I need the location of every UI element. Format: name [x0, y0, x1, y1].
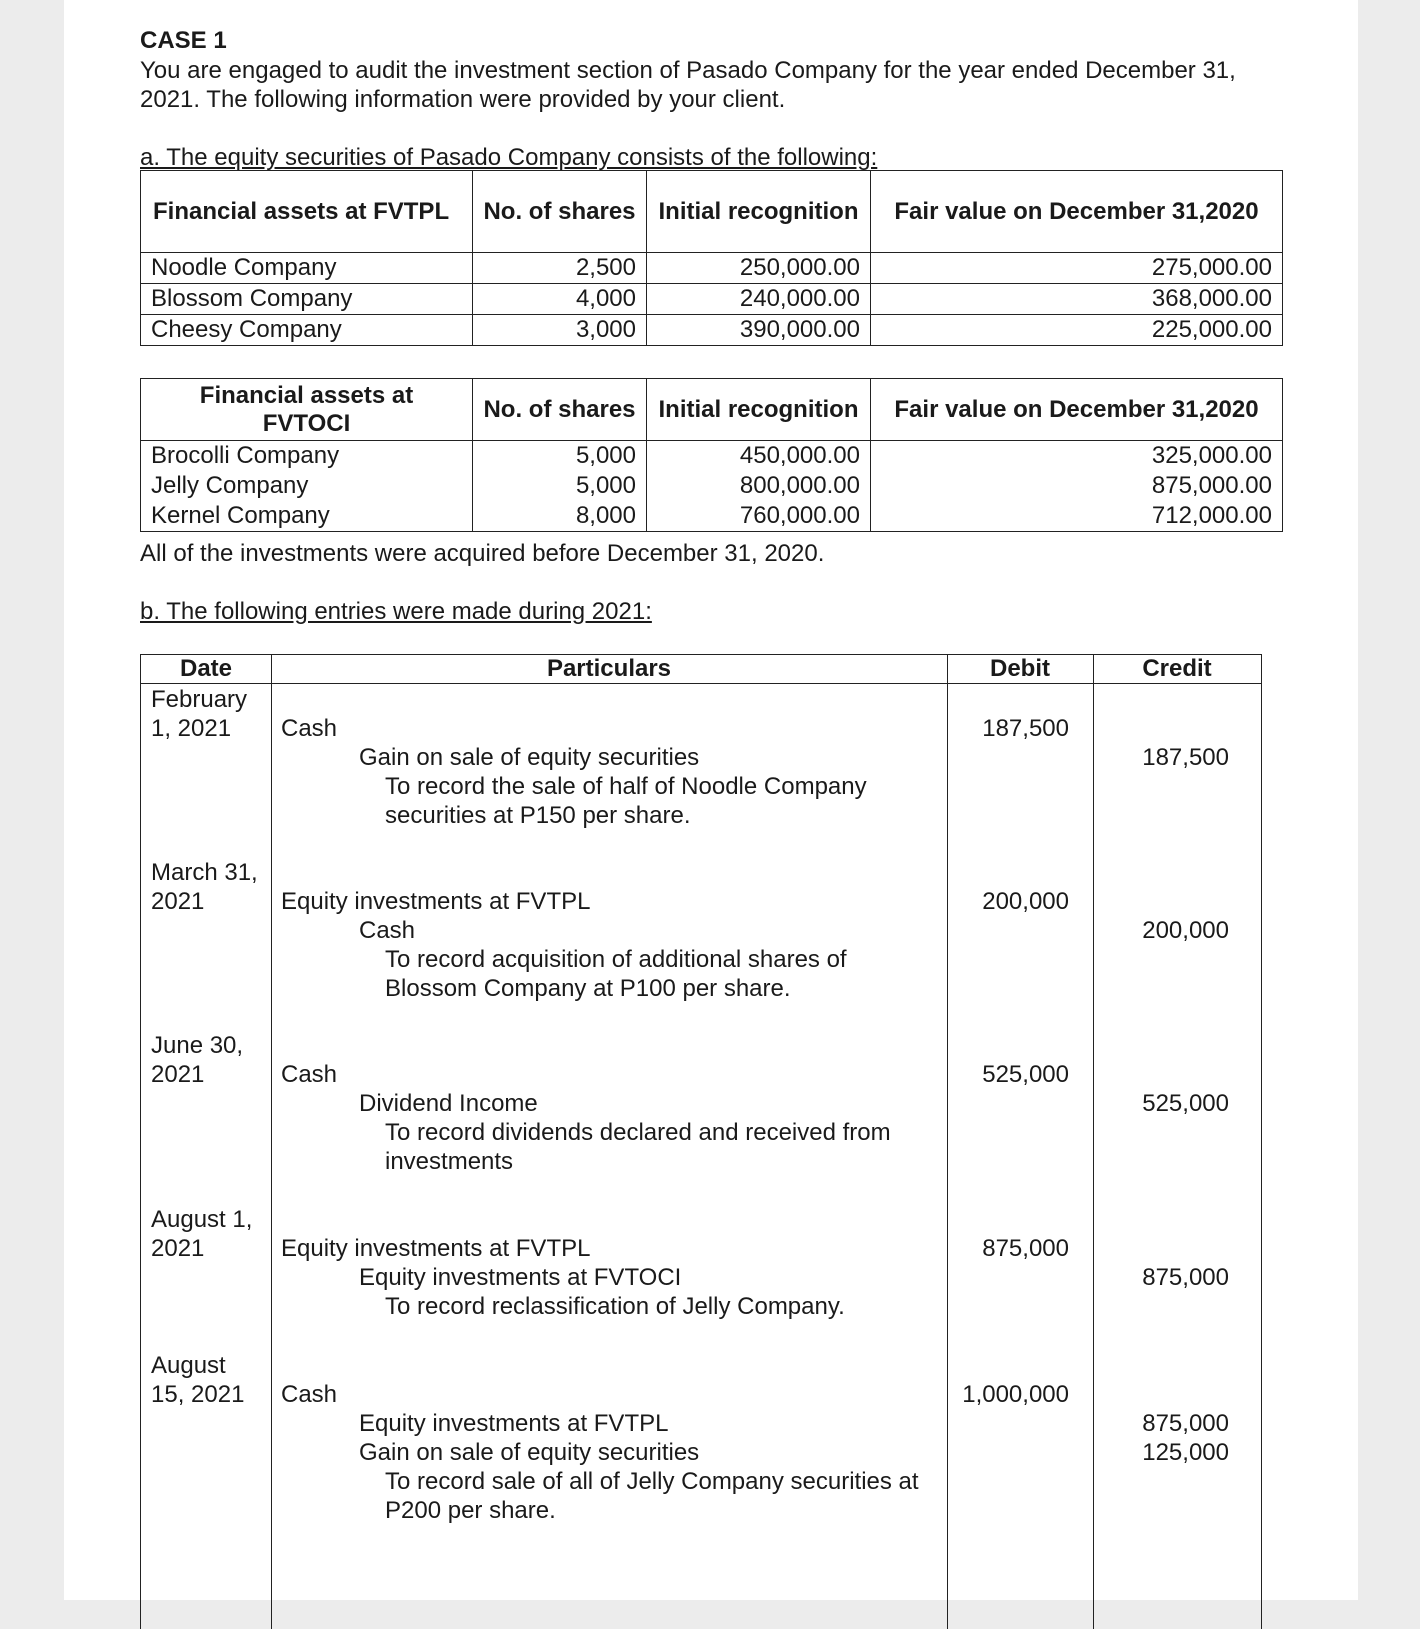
shares-value: 8,000 [473, 501, 647, 532]
credit-amount: 875,000 [1142, 1264, 1229, 1291]
case-title: CASE 1 [140, 27, 227, 54]
section-a-label: a. The equity securities of Pasado Company consists of the following: [140, 144, 878, 171]
fvtpl-header-name: Financial assets at FVTPL [141, 171, 473, 253]
debit-amount: 200,000 [982, 888, 1069, 915]
fair-value: 712,000.00 [871, 501, 1283, 532]
debit-account: Cash [281, 715, 338, 742]
credit-account: Equity investments at FVTPL [359, 1410, 669, 1437]
debit-amount: 875,000 [982, 1235, 1069, 1262]
fair-value: 225,000.00 [871, 315, 1283, 346]
table-row [141, 315, 1283, 346]
fair-value: 275,000.00 [871, 253, 1283, 284]
credit-amount: 525,000 [1142, 1090, 1229, 1117]
initial-value: 240,000.00 [647, 284, 871, 315]
initial-value: 390,000.00 [647, 315, 871, 346]
entry-explanation: To record the sale of half of Noodle Company securities at P150 per share. [385, 773, 867, 829]
credit-amount: 200,000 [1142, 917, 1229, 944]
initial-value: 250,000.00 [647, 253, 871, 284]
acquired-note: All of the investments were acquired before December 31, 2020. [140, 540, 825, 567]
section-b-label: b. The following entries were made during 2021: [140, 598, 652, 625]
shares-value: 5,000 [473, 471, 647, 501]
document-page [64, 0, 1358, 1600]
fair-value: 368,000.00 [871, 284, 1283, 315]
debit-amount: 1,000,000 [962, 1381, 1069, 1408]
fvtoci-header-name: Financial assets at FVTOCI [141, 379, 473, 441]
credit-account: Gain on sale of equity securities [359, 1439, 700, 1466]
debit-amount: 525,000 [982, 1061, 1069, 1088]
fvtpl-header-fair: Fair value on December 31,2020 [871, 171, 1283, 253]
column-divider [271, 655, 272, 1629]
credit-account: Equity investments at FVTOCI [359, 1264, 682, 1291]
table-row [141, 441, 1283, 472]
debit-account: Equity investments at FVTPL [281, 888, 591, 915]
column-divider [947, 655, 948, 1629]
debit-account: Cash [281, 1381, 338, 1408]
credit-account: Gain on sale of equity securities [359, 744, 700, 771]
entry-explanation: To record sale of all of Jelly Company securities at P200 per share. [385, 1468, 919, 1524]
credit-account: Dividend Income [359, 1090, 538, 1117]
fvtpl-header-initial: Initial recognition [647, 171, 871, 253]
company-name: Kernel Company [141, 501, 473, 532]
initial-value: 760,000.00 [647, 501, 871, 532]
entry-date: February 1, 2021 [151, 686, 248, 742]
fvtpl-table [140, 170, 1283, 346]
entry-explanation: To record dividends declared and received from investments [385, 1119, 891, 1175]
entry-explanation: To record acquisition of additional shares of Blossom Company at P100 per share. [385, 946, 847, 1002]
journal-header-date: Date [179, 655, 233, 682]
entry-date: March 31, 2021 [151, 859, 258, 915]
shares-value: 3,000 [473, 315, 647, 346]
table-row [141, 284, 1283, 315]
initial-value: 800,000.00 [647, 471, 871, 501]
company-name: Blossom Company [141, 284, 473, 315]
debit-account: Cash [281, 1061, 338, 1088]
debit-amount: 187,500 [982, 715, 1069, 742]
fvtoci-header-shares: No. of shares [473, 379, 647, 441]
table-row [141, 501, 1283, 532]
debit-account: Equity investments at FVTPL [281, 1235, 591, 1262]
shares-value: 2,500 [473, 253, 647, 284]
journal-header-credit: Credit [1142, 655, 1212, 682]
journal-header-debit: Debit [990, 655, 1050, 682]
journal-table [140, 654, 1262, 1629]
initial-value: 450,000.00 [647, 441, 871, 472]
table-row [141, 471, 1283, 501]
entry-date: June 30, 2021 [151, 1032, 244, 1088]
shares-value: 5,000 [473, 441, 647, 472]
fair-value: 325,000.00 [871, 441, 1283, 472]
credit-amount: 125,000 [1142, 1439, 1229, 1466]
entry-explanation: To record reclassification of Jelly Company. [385, 1293, 845, 1320]
fvtoci-header-fair: Fair value on December 31,2020 [871, 379, 1283, 441]
credit-account: Cash [359, 917, 416, 944]
document-content [140, 26, 1290, 1524]
entry-date: August 1, 2021 [151, 1206, 253, 1262]
company-name: Jelly Company [141, 471, 473, 501]
shares-value: 4,000 [473, 284, 647, 315]
column-divider [1093, 655, 1094, 1629]
credit-amount: 875,000 [1142, 1410, 1229, 1437]
credit-amount: 187,500 [1142, 744, 1229, 771]
fvtpl-header-shares: No. of shares [473, 171, 647, 253]
fvtoci-table [140, 378, 1283, 532]
company-name: Noodle Company [141, 253, 473, 284]
company-name: Cheesy Company [141, 315, 473, 346]
company-name: Brocolli Company [141, 441, 473, 472]
table-row [141, 253, 1283, 284]
fvtoci-header-initial: Initial recognition [647, 379, 871, 441]
journal-header-particulars: Particulars [546, 655, 672, 682]
entry-date: August 15, 2021 [151, 1352, 245, 1408]
intro-paragraph: You are engaged to audit the investment section of Pasado Company for the year ended December 31, 2021. The following information were provided by your client. [140, 57, 1236, 113]
fair-value: 875,000.00 [871, 471, 1283, 501]
